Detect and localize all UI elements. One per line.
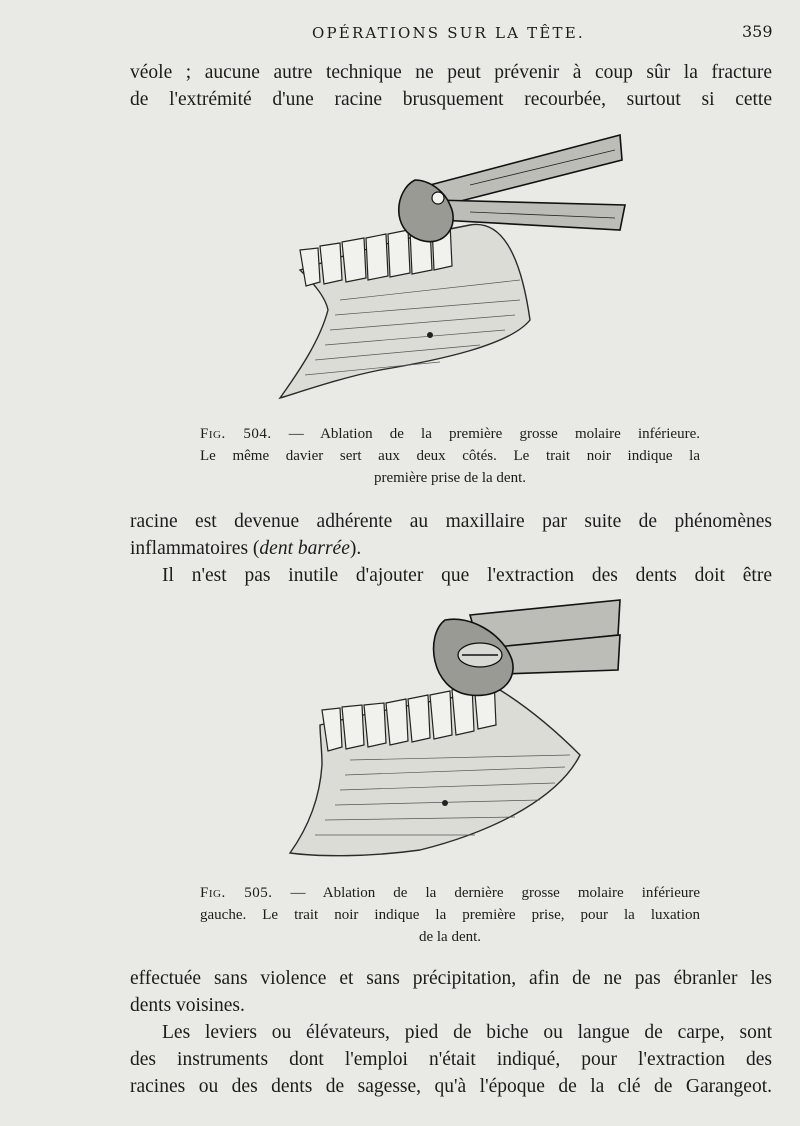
caption-line: de la dent.: [418, 929, 482, 945]
caption-text: — Ablation de la première grosse molaire inférieure.: [288, 426, 700, 442]
italic-term: dent barrée: [259, 538, 350, 559]
text-span: ).: [349, 538, 362, 559]
text-line: racines ou des dents de sagesse, qu'à l'époque de la clé de Garangeot.: [130, 1076, 772, 1097]
caption-text: — Ablation de la dernière grosse molaire inférieure: [290, 885, 701, 901]
figure-label: Fig. 504.: [200, 426, 272, 442]
figure-label: Fig. 505.: [200, 885, 273, 901]
running-title: OPÉRATIONS SUR LA TÊTE.: [312, 24, 585, 42]
caption-line: première prise de la dent.: [373, 470, 526, 486]
paragraph-3: [130, 562, 772, 589]
paragraph-1: [130, 59, 772, 113]
paragraph-2: [130, 508, 772, 562]
caption-line: gauche. Le trait noir indique la première prise, pour la luxation: [200, 907, 700, 923]
text-line: des instruments dont l'emploi n'était indiqué, pour l'extraction des: [130, 1049, 772, 1070]
caption-line: [200, 423, 700, 445]
caption-line: [200, 882, 700, 904]
text-line: effectuée sans violence et sans précipitation, afin de ne pas ébranler les: [130, 968, 772, 989]
text-line: de l'extrémité d'une racine brusquement recourbée, surtout si cette: [130, 89, 772, 110]
text-span: inflammatoires (: [130, 538, 260, 559]
text-line: Il n'est pas inutile d'ajouter que l'extraction des dents doit être: [162, 565, 772, 586]
text-line: véole ; aucune autre technique ne peut prévenir à coup sûr la fracture: [130, 62, 772, 83]
figure-505-illustration: [280, 595, 630, 870]
running-header: [0, 24, 800, 46]
text-line: Les leviers ou élévateurs, pied de biche ou langue de carpe, sont: [162, 1022, 772, 1043]
paragraph-5: [130, 1019, 772, 1100]
page-number: 359: [742, 22, 773, 41]
caption-line: Le même davier sert aux deux côtés. Le trait noir indique la: [200, 448, 700, 464]
text-line: dents voisines.: [130, 995, 245, 1016]
figure-504-caption: [200, 423, 700, 489]
text-line: racine est devenue adhérente au maxillaire par suite de phénomènes: [130, 511, 772, 532]
paragraph-4: [130, 965, 772, 1019]
figure-505-caption: [200, 882, 700, 948]
text-line: [130, 535, 772, 562]
figure-504-illustration: [270, 130, 640, 405]
